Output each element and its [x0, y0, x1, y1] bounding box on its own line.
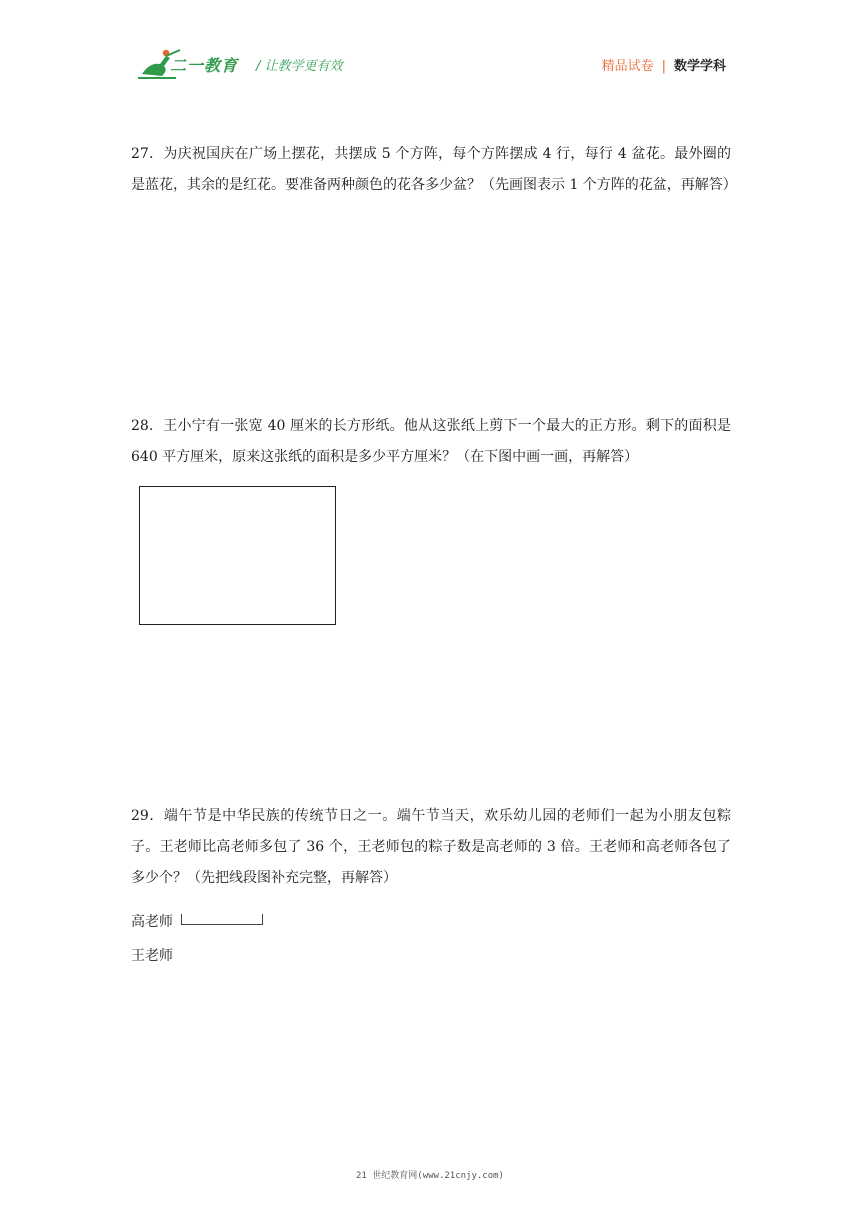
question-29 — [131, 801, 731, 894]
question-28 — [131, 411, 731, 473]
label-wang-teacher: 王老师 — [131, 948, 173, 964]
question-29-text: 29．端午节是中华民族的传统节日之一。端午节当天，欢乐幼儿园的老师们一起为小朋友包粽子。王老师比高老师多包了 36 个，王老师包的粽子数是高老师的 3 倍。王老师和高老师各包了多少个？（先把线段图补充完整，再解答） — [131, 808, 731, 886]
tag-premium: 精品试卷 — [601, 59, 654, 74]
page-header — [0, 0, 860, 100]
question-27-text: 27．为庆祝国庆在广场上摆花，共摆成 5 个方阵，每个方阵摆成 4 行，每行 4 盆花。最外圈的是蓝花，其余的是红花。要准备两种颜色的花各多少盆？（先画图表示 1 个方阵的花盆，再解答） — [131, 146, 737, 193]
line-segment-gao — [181, 914, 263, 925]
header-tags — [602, 55, 726, 74]
label-gao-teacher: 高老师 — [131, 914, 173, 930]
tag-separator: | — [661, 59, 666, 74]
tag-subject: 数学学科 — [673, 59, 726, 74]
logo-text: 二一教育 — [170, 56, 239, 75]
question-28-text: 28．王小宁有一张宽 40 厘米的长方形纸。他从这张纸上剪下一个最大的正方形。剩下的面积是 640 平方厘米，原来这张纸的面积是多少平方厘米？（在下图中画一画，再解答） — [131, 418, 731, 465]
header-slogan: / 让教学更有效 — [256, 59, 343, 74]
rectangle-drawing-box — [139, 486, 336, 625]
question-27 — [131, 139, 737, 201]
page-footer: 21 世纪教育网(www.21cnjy.com) — [356, 1171, 504, 1181]
